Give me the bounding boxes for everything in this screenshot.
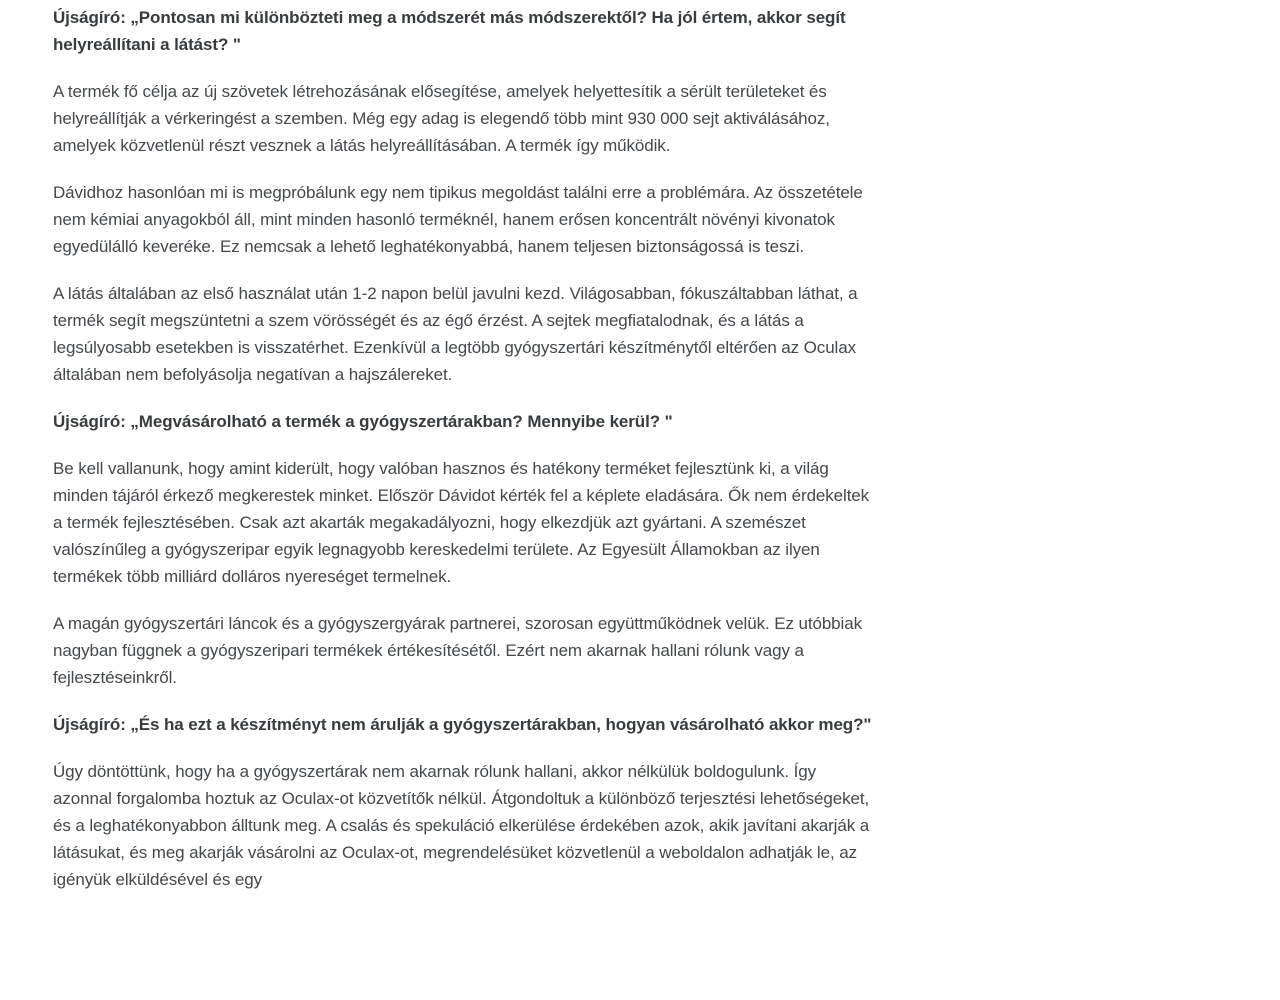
article-body bbox=[53, 4, 875, 913]
article-paragraph: A termék fő célja az új szövetek létrehozásának elősegítése, amelyek helyettesítik a sérült területeket és helyreállítják a vérkeringést a szemben. Még egy adag is elegendő több mint 930 000 sejt aktiválásához, amelyek közvetlenül részt vesznek a látás helyreállításában. A termék így működik. bbox=[53, 82, 830, 155]
article-paragraph: Be kell vallanunk, hogy amint kiderült, hogy valóban hasznos és hatékony terméket fejlesztünk ki, a világ minden tájáról érkező megkerestek minket. Először Dávidot kérték fel a képlete eladására. Ők nem érdekeltek a termék fejlesztésében. Csak azt akarták megakadályozni, hogy elkezdjük azt gyártani. A szemészet valószínűleg a gyógyszeripar egyik legnagyobb kereskedelmi területe. Az Egyesült Államokban az ilyen termékek több milliárd dolláros nyereséget termelnek. bbox=[53, 459, 870, 586]
article-paragraph: Dávidhoz hasonlóan mi is megpróbálunk egy nem tipikus megoldást találni erre a problémára. Az összetétele nem kémiai anyagokból áll, mint minden hasonló terméknél, hanem erősen koncentrált növényi kivonatok egyedülálló keveréke. Ez nemcsak a lehető leghatékonyabbá, hanem teljesen biztonságossá is teszi. bbox=[53, 183, 863, 256]
interview-question: Újságíró: „Megvásárolható a termék a gyógyszertárakban? Mennyibe kerül? " bbox=[53, 412, 673, 431]
interview-question: Újságíró: „Pontosan mi különbözteti meg a módszerét más módszerektől? Ha jól értem, akkor segít helyreállítani a látást? " bbox=[53, 8, 846, 54]
article-paragraph: Úgy döntöttünk, hogy ha a gyógyszertárak nem akarnak rólunk hallani, akkor nélkülük boldogulunk. Így azonnal forgalomba hoztuk az Oculax-ot közvetítők nélkül. Átgondoltuk a különböző terjesztési lehetőségeket, és a leghatékonyabbon álltunk meg. A csalás és spekuláció elkerülése érdekében azok, akik javítani akarják a látásukat, és meg akarják vásárolni az Oculax-ot, megrendelésüket közvetlenül a weboldalon adhatják le, az igényük elküldésével és egy bbox=[53, 762, 870, 889]
article-paragraph: A látás általában az első használat után 1-2 napon belül javulni kezd. Világosabban, fókuszáltabban láthat, a termék segít megszüntetni a szem vörösségét és az égő érzést. A sejtek megfiatalodnak, és a látás a legsúlyosabb esetekben is visszatérhet. Ezenkívül a legtöbb gyógyszertári készítménytől eltérően az Oculax általában nem befolyásolja negatívan a hajszálereket. bbox=[53, 284, 858, 384]
article-paragraph: A magán gyógyszertári láncok és a gyógyszergyárak partnerei, szorosan együttműködnek velük. Ez utóbbiak nagyban függnek a gyógyszeripari termékek értékesítésétől. Ezért nem akarnak hallani rólunk vagy a fejlesztéseinkről. bbox=[53, 614, 862, 687]
interview-question: Újságíró: „És ha ezt a készítményt nem árulják a gyógyszertárakban, hogyan vásárolható akkor meg?" bbox=[53, 715, 872, 734]
